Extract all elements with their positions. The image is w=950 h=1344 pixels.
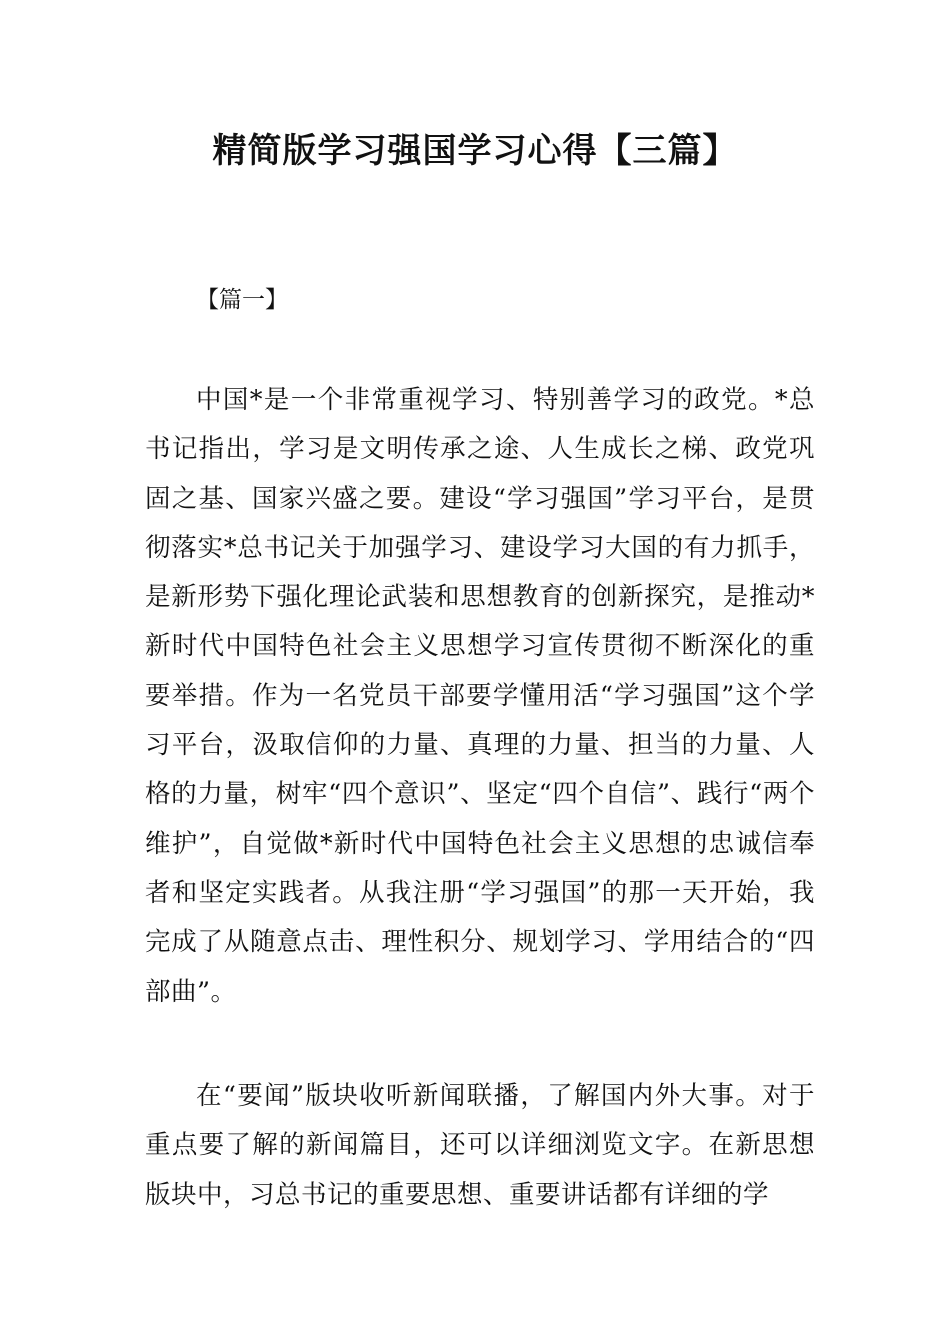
section-heading: 【篇一】: [196, 287, 288, 313]
document-title: 精简版学习强国学习心得【三篇】: [212, 131, 738, 171]
body-paragraph-2: 在“要闻”版块收听新闻联播，了解国内外大事。对于重点要了解的新闻篇目，还可以详细浏览文字。在新思想版块中，习总书记的重要思想、重要讲话都有详细的学: [145, 1081, 815, 1210]
body-paragraph-1: 中国*是一个非常重视学习、特别善学习的政党。*总书记指出，学习是文明传承之途、人生成长之梯、政党巩固之基、国家兴盛之要。建设“学习强国”学习平台，是贯彻落实*总书记关于加强学习、建设学习大国的有力抓手，是新形势下强化理论武装和思想教育的创新探究，是推动*新时代中国特色社会主义思想学习宣传贯彻不断深化的重要举措。作为一名党员干部要学懂用活“学习强国”这个学习平台，汲取信仰的力量、真理的力量、担当的力量、人格的力量，树牢“四个意识”、坚定“四个自信”、践行“两个维护”，自觉做*新时代中国特色社会主义思想的忠诚信奉者和坚定实践者。从我注册“学习强国”的那一天开始，我完成了从随意点击、理性积分、规划学习、学用结合的“四部曲”。: [145, 385, 815, 1007]
